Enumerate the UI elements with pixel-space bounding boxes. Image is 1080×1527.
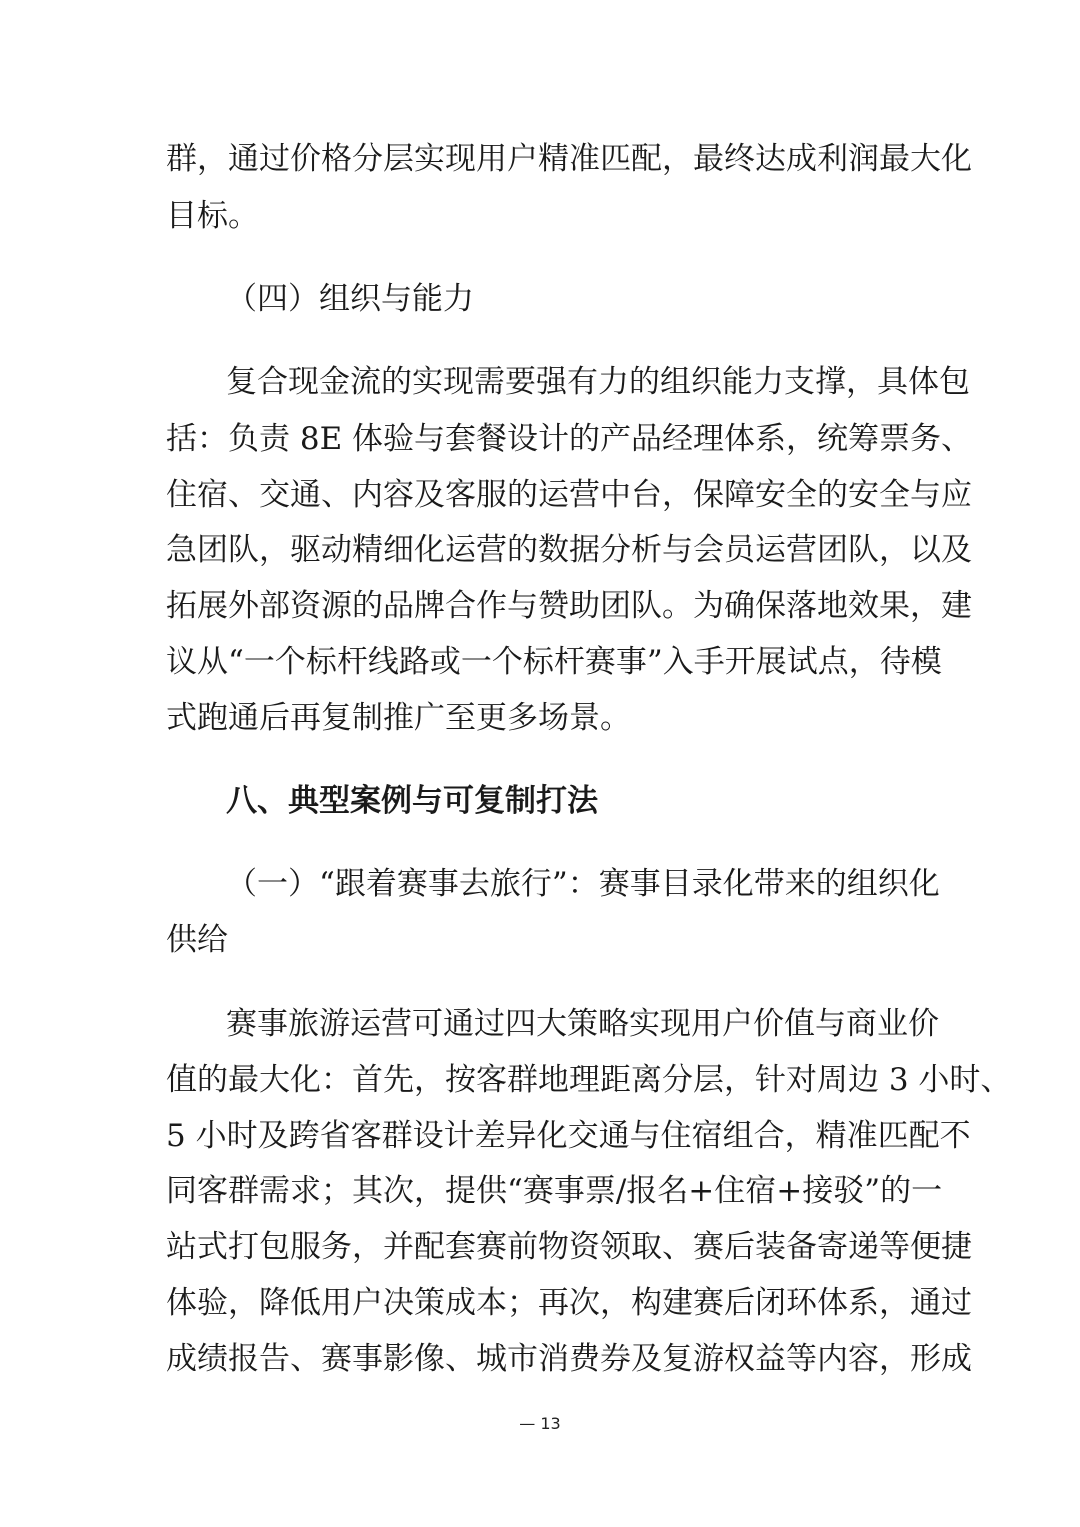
chapter-heading: 八、典型案例与可复制打法 — [226, 783, 598, 819]
text-line: 站式打包服务，并配套赛前物资领取、赛后装备寄递等便捷 — [166, 1229, 972, 1265]
text-line: 括：负责 8E 体验与套餐设计的产品经理体系，统筹票务、 — [166, 421, 973, 457]
text-line: 群，通过价格分层实现用户精准匹配，最终达成利润最大化 — [166, 141, 972, 177]
subsection-heading: 供给 — [166, 922, 228, 958]
text-line: 式跑通后再复制推广至更多场景。 — [166, 700, 631, 736]
text-line: 急团队，驱动精细化运营的数据分析与会员运营团队，以及 — [166, 532, 972, 568]
text-line: 赛事旅游运营可通过四大策略实现用户价值与商业价 — [226, 1006, 939, 1042]
section-heading: （四）组织与能力 — [226, 281, 474, 317]
text-line: 拓展外部资源的品牌合作与赞助团队。为确保落地效果，建 — [166, 588, 972, 624]
text-line: 值的最大化：首先，按客群地理距离分层，针对周边 3 小时、 — [166, 1062, 1012, 1098]
text-line: 目标。 — [166, 198, 259, 234]
text-line: 议从“一个标杆线路或一个标杆赛事”入手开展试点，待模 — [166, 644, 942, 680]
text-line: 同客群需求；其次，提供“赛事票/报名+住宿+接驳”的一 — [166, 1173, 943, 1209]
text-line: 成绩报告、赛事影像、城市消费券及复游权益等内容，形成 — [166, 1341, 972, 1377]
page-number: — 13 — [519, 1414, 561, 1433]
text-line: 复合现金流的实现需要强有力的组织能力支撑，具体包 — [226, 364, 970, 400]
text-line: 住宿、交通、内容及客服的运营中台，保障安全的安全与应 — [166, 477, 972, 513]
text-line: 5 小时及跨省客群设计差异化交通与住宿组合，精准匹配不 — [166, 1118, 971, 1154]
subsection-heading: （一）“跟着赛事去旅行”：赛事目录化带来的组织化 — [226, 866, 940, 902]
text-line: 体验，降低用户决策成本；再次，构建赛后闭环体系，通过 — [166, 1285, 972, 1321]
